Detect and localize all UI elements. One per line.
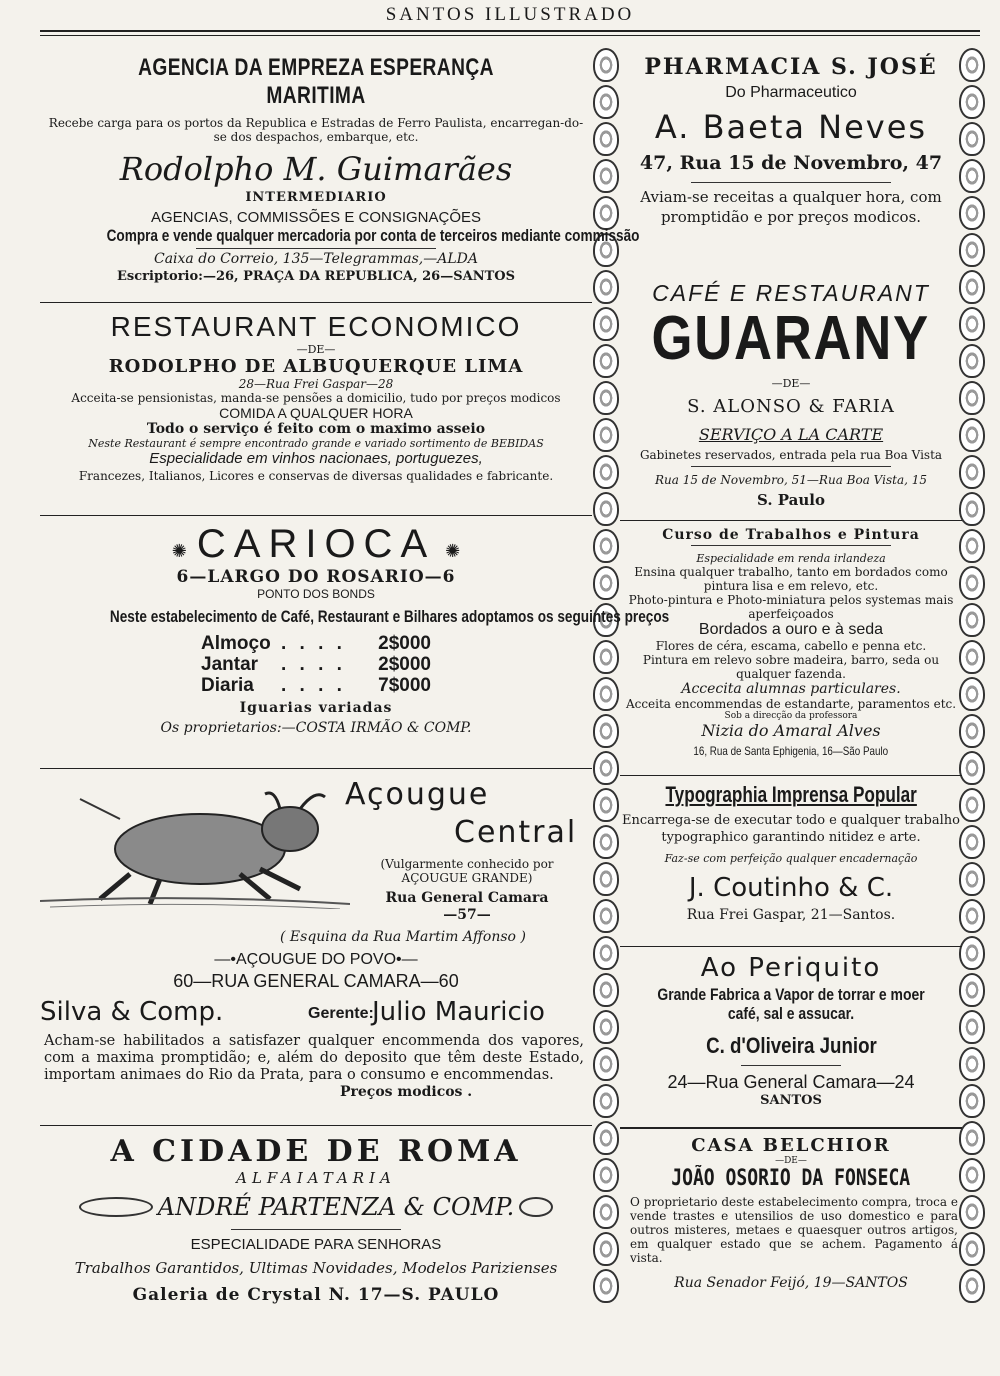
curso-l3: Photo-pintura e Photo-miniatura pelos systemas mais aperfeiçoados xyxy=(628,593,954,621)
curso-l5: Flores de céra, escama, cabello e penna etc. xyxy=(655,639,927,653)
leaf-ornament-icon xyxy=(593,1084,619,1118)
leaf-ornament-icon xyxy=(593,270,619,304)
leaf-ornament-icon xyxy=(959,973,985,1007)
leaf-ornament-icon xyxy=(593,381,619,415)
roma-specialty: ESPECIALIDADE PARA SENHORAS xyxy=(190,1236,442,1253)
roma-tagline: Trabalhos Garantidos, Ultimas Novidades, Modelos Parizienses xyxy=(74,1259,558,1277)
leaf-ornament-icon xyxy=(959,1195,985,1229)
header-rule xyxy=(40,30,980,36)
roma-firm: ANDRÉ PARTENZA & COMP. xyxy=(157,1193,515,1221)
leaf-ornament-icon xyxy=(593,122,619,156)
acougue-aka: (Vulgarmente conhecido por AÇOUGUE GRANDE) xyxy=(380,857,554,885)
leaf-ornament-icon xyxy=(593,1158,619,1192)
leaf-ornament-icon xyxy=(593,1047,619,1081)
agencia-intro: Recebe carga para os portos da Republica e Estradas de Ferro Paulista, encarregan-do-se dos despachos, embarque, etc. xyxy=(48,116,584,144)
curso-l2: Ensina qualquer trabalho, tanto em bordados como pintura lisa e em relevo, etc. xyxy=(634,565,948,593)
curso-title: Curso de Trabalhos e Pintura xyxy=(662,527,920,543)
leaf-ornament-icon xyxy=(593,973,619,1007)
economico-de: —DE— xyxy=(296,343,336,356)
acougue-firm: Silva & Comp. xyxy=(40,997,224,1027)
pharmacia-title: PHARMACIA S. JOSÉ xyxy=(644,54,938,80)
typographia-title: Typographia Imprensa Popular xyxy=(665,782,917,807)
acougue-title1: Açougue xyxy=(345,777,490,812)
carioca-sub: PONTO DOS BONDS xyxy=(257,587,375,601)
guarany-name: GUARANY xyxy=(651,304,931,373)
curso-l8: Acceita encommendas de estandarte, paramentos etc. xyxy=(625,697,957,711)
acougue-manager: Julio Mauricio xyxy=(372,997,545,1027)
leaf-ornament-icon xyxy=(959,566,985,600)
leaf-ornament-icon xyxy=(593,1121,619,1155)
leaf-ornament-icon xyxy=(593,48,619,82)
acougue-corner: ( Esquina da Rua Martim Affonso ) xyxy=(280,929,526,945)
ad-carioca: ✺ CARIOCA ✺ 6—LARGO DO ROSARIO—6 PONTO DOS BONDS Neste estabelecimento de Café, Restaurant e Bilhares adoptamos os seguintes preços Almoço . . . . 2$000 Jantar . . . . 2$000 Diaria . . . . 7$000 Iguarias variadas Os proprietarios:—COSTA IRMÃO & COMP. xyxy=(40,516,592,768)
ad-cidade-de-roma xyxy=(40,1126,592,1326)
leaf-ornament-icon xyxy=(79,1197,153,1217)
agencia-contact: Caixa do Correio, 135—Telegrammas,—ALDA xyxy=(154,251,478,267)
carioca-price-list xyxy=(40,633,592,696)
ad-guarany xyxy=(620,280,962,520)
curso-l1: Especialidade em renda irlandeza xyxy=(696,552,886,565)
typographia-binding: Faz-se com perfeição qualquer encadernação xyxy=(664,852,918,865)
leaf-ornament-icon xyxy=(959,418,985,452)
economico-line4: Neste Restaurant é sempre encontrado grande e variado sortimento de BEBIDAS xyxy=(88,437,544,450)
leaf-ornament-icon xyxy=(959,48,985,82)
leaf-ornament-icon xyxy=(593,1195,619,1229)
leaf-ornament-icon xyxy=(959,233,985,267)
pharmacia-sub: Do Pharmaceutico xyxy=(725,84,857,101)
agencia-services: AGENCIAS, COMMISSÕES E CONSIGNAÇÕES xyxy=(150,209,482,226)
economico-address: 28—Rua Frei Gaspar—28 xyxy=(238,377,394,391)
curso-l9: Sob a direcção da professora xyxy=(724,711,858,721)
curso-l7: Accecita alumnas particulares. xyxy=(681,681,901,697)
carioca-title: CARIOCA xyxy=(196,522,436,566)
agencia-role: INTERMEDIARIO xyxy=(245,190,387,205)
leaf-ornament-icon xyxy=(959,344,985,378)
economico-title: RESTAURANT ECONOMICO xyxy=(110,311,522,342)
leaf-ornament-icon xyxy=(959,603,985,637)
curso-l10: Nizia do Amaral Alves xyxy=(701,721,881,740)
leaf-ornament-icon xyxy=(959,85,985,119)
leaf-ornament-icon xyxy=(593,862,619,896)
leaf-ornament-icon xyxy=(593,85,619,119)
leaf-ornament-icon xyxy=(959,455,985,489)
price-row: Almoço . . . . 2$000 xyxy=(201,633,431,654)
economico-line3: Todo o serviço é feito com o maximo asseio xyxy=(146,421,486,437)
economico-line6: Francezes, Italianos, Licores e conservas de diversas qualidades e fabricante. xyxy=(78,469,554,483)
leaf-ornament-icon xyxy=(959,1121,985,1155)
acougue-title2: Central xyxy=(454,815,578,850)
leaf-ornament-icon xyxy=(593,936,619,970)
periquito-owner: C. d'Oliveira Junior xyxy=(705,1033,877,1058)
leaf-ornament-icon xyxy=(959,862,985,896)
leaf-ornament-icon xyxy=(593,196,619,230)
roma-title: A CIDADE DE ROMA xyxy=(110,1134,522,1169)
acougue-povo-addr: 60—RUA GENERAL CAMARA—60 xyxy=(173,971,459,991)
leaf-ornament-icon xyxy=(959,1269,985,1303)
ad-restaurant-economico xyxy=(40,303,592,515)
ad-typographia xyxy=(620,776,962,946)
price-row: Diaria . . . . 7$000 xyxy=(201,675,431,696)
belchior-address: Rua Senador Feijó, 19—SANTOS xyxy=(674,1275,908,1291)
leaf-ornament-icon xyxy=(959,751,985,785)
pharmacia-name: A. Baeta Neves xyxy=(654,108,928,146)
leaf-ornament-icon xyxy=(959,936,985,970)
leaf-ornament-icon xyxy=(593,492,619,526)
leaf-ornament-icon xyxy=(593,1232,619,1266)
curso-l4: Bordados a ouro e à seda xyxy=(698,621,884,638)
leaf-ornament-icon xyxy=(593,1269,619,1303)
carioca-variety: Iguarias variadas xyxy=(239,700,393,716)
leaf-ornament-icon xyxy=(593,344,619,378)
periquito-title: Ao Periquito xyxy=(700,953,882,983)
leaf-ornament-icon xyxy=(593,455,619,489)
left-column xyxy=(40,40,670,1326)
leaf-ornament-icon xyxy=(959,159,985,193)
belchior-title: CASA BELCHIOR xyxy=(691,1135,891,1156)
leaf-ornament-icon xyxy=(959,529,985,563)
leaf-ornament-icon xyxy=(593,1010,619,1044)
economico-line5: Especialidade em vinhos nacionaes, portuguezes, xyxy=(149,450,483,467)
leaf-ornament-icon xyxy=(959,1158,985,1192)
ad-periquito xyxy=(620,947,962,1127)
leaf-ornament-icon xyxy=(959,1084,985,1118)
ad-agencia xyxy=(40,40,640,302)
carioca-address: 6—LARGO DO ROSARIO—6 xyxy=(176,567,456,587)
economico-owner: RODOLPHO DE ALBUQUERQUE LIMA xyxy=(108,356,524,377)
acougue-text: Acham-se habilitados a satisfazer qualquer encommenda dos vapores, com a maxima promptidão; e, além do deposito que têm deste Estado, importam animaes do Rio da Prata, para o consumo e encommendas. xyxy=(44,1033,584,1083)
belchior-de: —DE— xyxy=(775,1156,807,1166)
guarany-title: CAFÉ E RESTAURANT xyxy=(652,280,930,306)
page-title: SANTOS ILLUSTRADO xyxy=(385,4,635,25)
acougue-prices: Preços modicos . xyxy=(340,1084,473,1100)
leaf-ornament-icon xyxy=(959,381,985,415)
ad-casa-belchior xyxy=(620,1129,962,1299)
leaf-ornament-icon xyxy=(959,640,985,674)
leaf-ornament-icon xyxy=(959,899,985,933)
typographia-text: Encarrega-se de executar todo e qualquer trabalho typographico garantindo nitidez e arte. xyxy=(622,813,960,845)
leaf-ornament-icon xyxy=(593,751,619,785)
leaf-ornament-icon xyxy=(593,418,619,452)
ad-acougue: Açougue Central (Vulgarmente conhecido por AÇOUGUE GRANDE) Rua General Camara —57— ( Esquina da Rua Martim Affonso ) —•AÇOUGUE DO POVO•— 60—RUA GENERAL CAMARA—60 Silva & Comp. Gerente: Julio Mauricio Acham-se habilitados a satisfazer qualquer encommenda dos vapores, com a maxima promptidão; e, além do deposito que têm deste Estado, importam animaes do Rio da Prata, para o consumo e encommendas. Preços modicos . xyxy=(40,769,592,1125)
leaf-ornament-icon xyxy=(593,640,619,674)
acougue-street: Rua General Camara xyxy=(385,890,549,906)
typographia-owner: J. Coutinho & C. xyxy=(688,873,894,903)
leaf-ornament-icon xyxy=(593,825,619,859)
typographia-address: Rua Frei Gaspar, 21—Santos. xyxy=(686,907,896,923)
leaf-ornament-icon xyxy=(593,899,619,933)
belchior-owner: JOÃO OSORIO DA FONSECA xyxy=(671,1166,911,1191)
pharmacia-address: 47, Rua 15 de Novembro, 47 xyxy=(639,152,943,174)
leaf-ornament-icon xyxy=(959,492,985,526)
leaf-ornament-icon xyxy=(519,1197,553,1217)
roma-sub: ALFAIATARIA xyxy=(236,1169,396,1187)
leaf-ornament-icon xyxy=(959,825,985,859)
periquito-text: Grande Fabrica a Vapor de torrar e moer café, sal e assucar. xyxy=(657,985,925,1023)
leaf-ornament-icon xyxy=(593,677,619,711)
leaf-ornament-icon xyxy=(959,122,985,156)
agencia-title: AGENCIA DA EMPREZA ESPERANÇA MARITIMA xyxy=(138,54,494,109)
periquito-address: 24—Rua General Camara—24 xyxy=(667,1072,915,1092)
carioca-owners: Os proprietarios:—COSTA IRMÃO & COMP. xyxy=(160,720,472,736)
guarany-de: —DE— xyxy=(771,377,811,390)
carioca-intro: Neste estabelecimento de Café, Restaurant e Bilhares adoptamos os seguintes preços xyxy=(109,607,670,626)
guarany-owners: S. ALONSO & FARIA xyxy=(687,396,895,417)
leaf-ornament-icon xyxy=(593,529,619,563)
bull-illustration xyxy=(40,779,350,909)
roma-address: Galeria de Crystal N. 17—S. PAULO xyxy=(132,1285,500,1305)
acougue-povo: AÇOUGUE DO POVO xyxy=(235,951,397,968)
pharmacia-text: Aviam-se receitas a qualquer hora, com promptidão e por preços modicos. xyxy=(640,188,942,226)
guarany-city: S. Paulo xyxy=(757,491,825,509)
economico-line2: COMIDA A QUALQUER HORA xyxy=(219,405,413,421)
ad-pharmacia xyxy=(620,40,962,280)
leaf-ornament-icon xyxy=(593,159,619,193)
leaf-ornament-icon xyxy=(593,566,619,600)
price-row: Jantar . . . . 2$000 xyxy=(201,654,431,675)
ad-curso xyxy=(620,521,962,775)
economico-line1: Acceita-se pensionistas, manda-se pensões a domicilio, tudo por preços modicos xyxy=(71,391,561,405)
leaf-ornament-icon xyxy=(959,788,985,822)
leaf-ornament-icon xyxy=(959,1047,985,1081)
leaf-ornament-icon xyxy=(593,714,619,748)
leaf-ornament-icon xyxy=(959,677,985,711)
leaf-ornament-icon xyxy=(959,714,985,748)
leaf-ornament-icon xyxy=(959,270,985,304)
leaf-ornament-icon xyxy=(593,788,619,822)
leaf-ornament-icon xyxy=(959,1010,985,1044)
periquito-city: SANTOS xyxy=(760,1093,822,1108)
belchior-text: O proprietario deste estabelecimento compra, troca e vende trastes e utensilios de uso domestico e para outros misteres, metaes e quaesquer outros artigos, em qualquer estado que se achem. Pagamento á vista. xyxy=(630,1195,958,1265)
leaf-ornament-icon xyxy=(959,307,985,341)
agencia-name: Rodolpho M. Guimarães xyxy=(119,150,513,188)
curso-l11: 16, Rua de Santa Ephigenia, 16—São Paulo xyxy=(693,744,889,758)
guarany-service: SERVIÇO A LA CARTE xyxy=(698,425,884,444)
guarany-address: Rua 15 de Novembro, 51—Rua Boa Vista, 15 xyxy=(654,473,927,487)
agencia-trade: Compra e vende qualquer mercadoria por conta de terceiros mediante commissão xyxy=(106,226,640,245)
leaf-ornament-icon xyxy=(959,1232,985,1266)
curso-l6: Pintura em relevo sobre madeira, barro, seda ou qualquer fazenda. xyxy=(642,653,940,681)
acougue-manager-label: Gerente: xyxy=(308,1005,374,1022)
leaf-ornament-icon xyxy=(959,196,985,230)
acougue-number: —57— xyxy=(443,907,491,923)
leaf-ornament-icon xyxy=(593,307,619,341)
right-column xyxy=(620,40,962,1299)
agencia-office: Escriptorio:—26, PRAÇA DA REPUBLICA, 26—SANTOS xyxy=(117,269,515,284)
guarany-rooms: Gabinetes reservados, entrada pela rua Boa Vista xyxy=(639,448,943,462)
